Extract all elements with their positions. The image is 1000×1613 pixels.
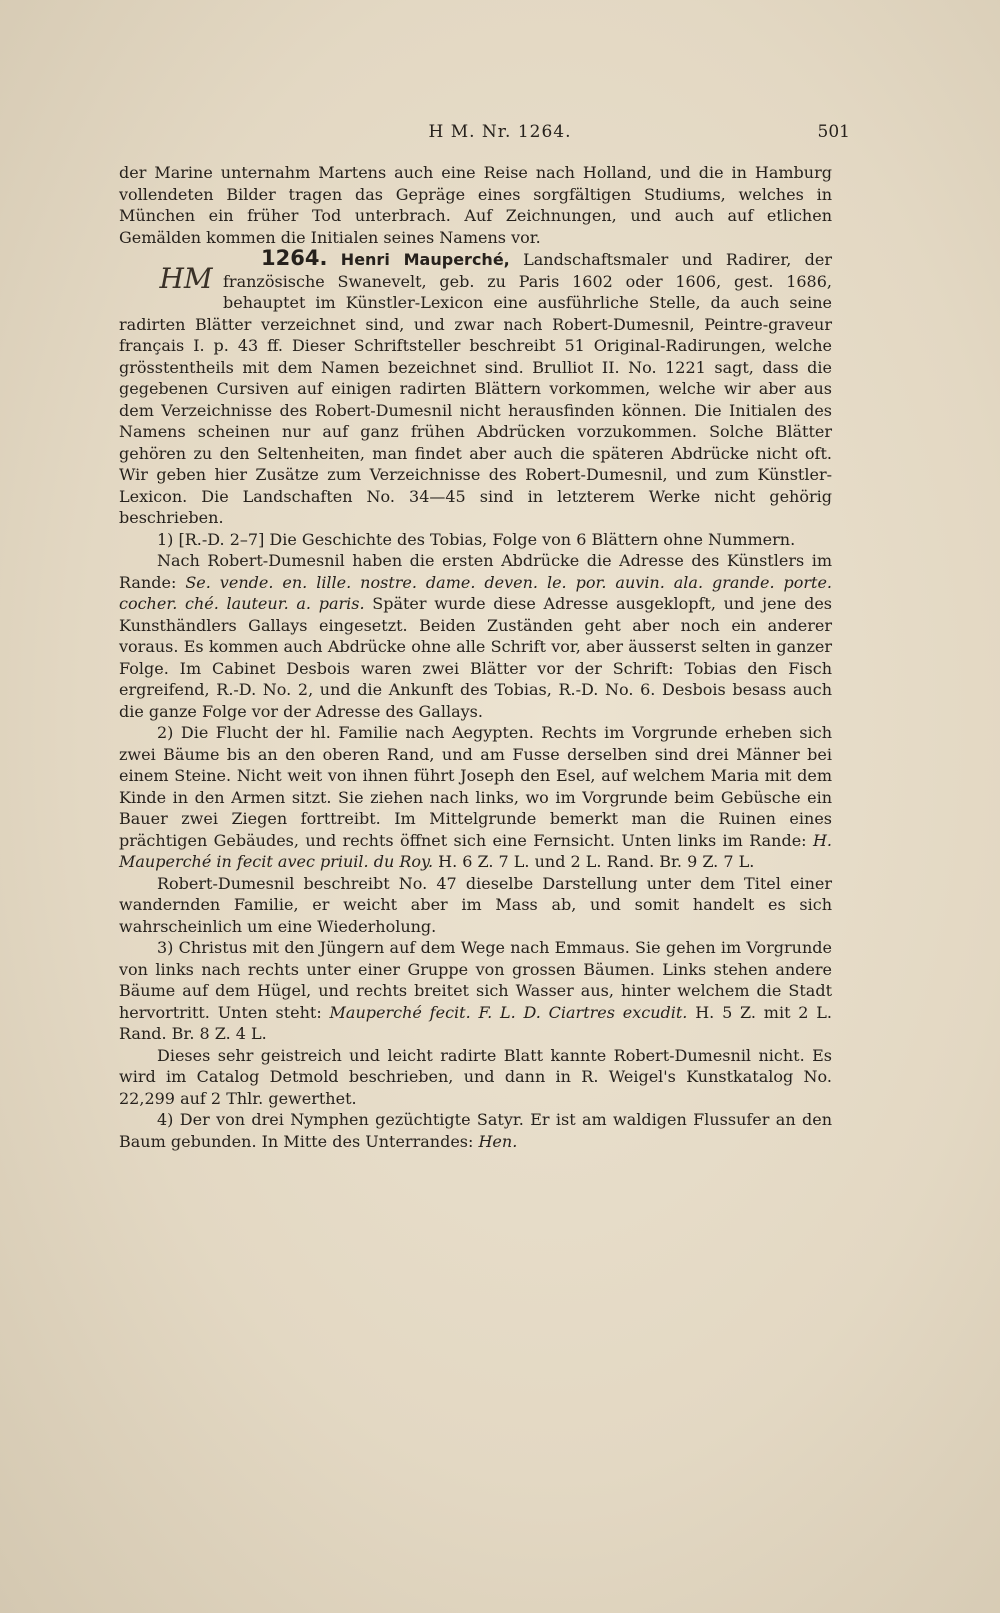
page-body: [119, 162, 832, 1152]
item-2-text-a: 2) Die Flucht der hl. Familie nach Aegypten. Rechts im Vorgrunde erheben sich zwei Bäume bis an den oberen Rand, und am Fusse derselben sind drei Männer bei einem Steine. Nicht weit von ihnen führt Joseph den Esel, auf welchem Maria mit dem Kinde in den Armen sitzt. Sie ziehen nach links, wo im Vorgrunde beim Gebüsche ein Bauer zwei Ziegen forttreibt. Im Mittelgrunde bemerkt man die Ruinen eines prächtigen Gebäudes, und rechts öffnet sich eine Fernsicht. Unten links im Rande:: [119, 723, 832, 850]
item-1-paragraph: [119, 550, 832, 722]
intro-paragraph: der Marine unternahm Martens auch eine Reise nach Holland, und die in Hamburg vollendeten Bilder tragen das Gepräge eines sorgfältigen Studiums, welches in München ein früher Tod unterbrach. Auf Zeichnungen, und auch auf etlichen Gemälden kommen die Initialen seines Namens vor.: [119, 163, 832, 247]
item-1-address-italic: Se. vende. en. lille. nostre. dame. deven. le. por. auvin. ala. grande. porte. cocher. ché. lauteur. a. paris.: [119, 572, 832, 613]
entry-text: Landschaftsmaler und Radirer, der französische Swanevelt, geb. zu Paris 1602 oder 1606, gest. 1686, behauptet im Künstler-Lexicon eine ausführliche Stelle, da auch seine radirten Blätter verzeichnet sind, und zwar nach Robert-Dumesnil, Peintre-graveur français I. p. 43 ff. Dieser Schriftsteller beschreibt 51 Original-Radirungen, welche grösstentheils mit dem Namen bezeichnet sind. Brulliot II. No. 1221 sagt, dass die gegebenen Cursiven auf einigen radirten Blättern vorkommen, welche wir aber aus dem Verzeichnisse des Robert-Dumesnil nicht herausfinden können. Die Initialen des Namens scheinen nur auf ganz frühen Abdrücken vorzukommen. Solche Blätter gehören zu den Seltenheiten, man findet aber auch die späteren Abdrücke nicht oft. Wir geben hier Zusätze zum Verzeichnisse des Robert-Dumesnil, und zum Künstler-Lexicon. Die Landschaften No. 34—45 sind in letzterem Werke nicht gehörig beschrieben.: [119, 250, 832, 527]
monogram-signature: HM: [159, 262, 213, 295]
item-1-heading: 1) [R.-D. 2–7] Die Geschichte des Tobias, Folge von 6 Blättern ohne Nummern.: [157, 529, 796, 549]
entry-1264: [119, 248, 832, 529]
item-2-inscription-italic: H. Mauperché in fecit avec priuil. du Roy.: [119, 830, 832, 871]
entry-name: Henri Mauperché,: [340, 250, 510, 269]
item-1-text-a: Nach Robert-Dumesnil haben die ersten Abdrücke die Adresse des Künstlers im Rande:: [119, 551, 832, 592]
running-title: H M. Nr. 1264.: [428, 122, 572, 142]
item-3-inscription-italic: Mauperché fecit. F. L. D. Ciartres excudit.: [329, 1002, 688, 1022]
page-number: 501: [817, 122, 850, 142]
item-3-text-a: 3) Christus mit den Jüngern auf dem Wege nach Emmaus. Sie gehen im Vorgrunde von links nach rechts unter einer Gruppe von grossen Bäumen. Links stehen andere Bäume auf dem Hügel, und rechts breitet sich Wasser aus, hinter welchem die Stadt hervortritt. Unten steht:: [119, 938, 832, 1022]
item-4-text-a: 4) Der von drei Nymphen gezüchtigte Satyr. Er ist am waldigen Flussufer an den Baum gebunden. In Mitte des Unterrandes:: [119, 1110, 832, 1151]
item-2-note: Robert-Dumesnil beschreibt No. 47 dieselbe Darstellung unter dem Titel einer wandernden Familie, er weicht aber im Mass ab, und somit handelt es sich wahrscheinlich um eine Wiederholung.: [119, 873, 832, 936]
item-3-paragraph: [119, 937, 832, 1045]
item-2-paragraph: [119, 722, 832, 873]
item-4-inscription-italic: Hen.: [478, 1131, 518, 1151]
item-3-note: Dieses sehr geistreich und leicht radirte Blatt kannte Robert-Dumesnil nicht. Es wird im Catalog Detmold beschrieben, und dann in R. Weigel's Kunstkatalog No. 22,299 auf 2 Thlr. gewerthet.: [119, 1045, 832, 1108]
item-1-text-b: Später wurde diese Adresse ausgeklopft, und jene des Kunsthändlers Gallays eingesetzt. Beiden Zuständen geht aber noch ein anderer voraus. Es kommen auch Abdrücke ohne alle Schrift vor, aber äusserst selten in ganzer Folge. Im Cabinet Desbois waren zwei Blätter vor der Schrift: Tobias den Fisch ergreifend, R.-D. No. 2, und die Ankunft des Tobias, R.-D. No. 6. Desbois besass auch die ganze Folge vor der Adresse des Gallays.: [119, 594, 832, 721]
item-3-text-b: H. 5 Z. mit 2 L. Rand. Br. 8 Z. 4 L.: [119, 1002, 833, 1043]
item-2-text-b: H. 6 Z. 7 L. und 2 L. Rand. Br. 9 Z. 7 L.: [433, 852, 755, 871]
entry-number: 1264.: [261, 246, 328, 270]
item-4-paragraph: [119, 1109, 832, 1152]
page-header: [0, 122, 1000, 152]
